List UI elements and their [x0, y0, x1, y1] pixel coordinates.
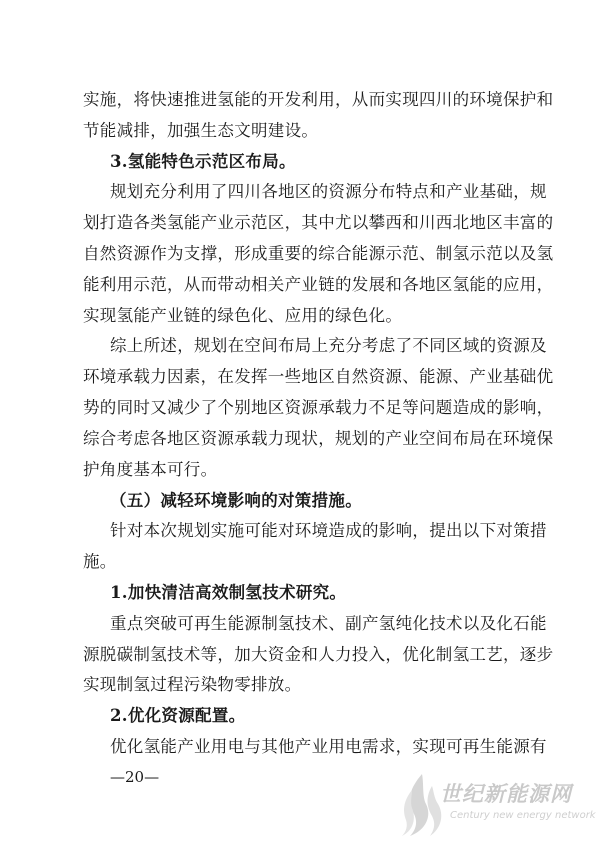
watermark-name: 世纪新能源网 [440, 782, 572, 806]
section-heading: 3.氢能特色示范区布局。 [110, 152, 296, 171]
watermark-logo [392, 770, 596, 840]
text-line: 实现氢能产业链的绿色化、应用的绿色化。 [83, 306, 403, 325]
text-line: 能利用示范，从而带动相关产业链的发展和各地区氢能的应用， [83, 275, 554, 294]
section-heading: 1.加快清洁高效制氢技术研究。 [110, 583, 347, 602]
text-line: 实施，将快速推进氢能的开发利用，从而实现四川的环境保护和 [83, 90, 554, 109]
section-heading: 2.优化资源配置。 [110, 706, 246, 725]
text-line: 自然资源作为支撑，形成重要的综合能源示范、制氢示范以及氢 [83, 244, 554, 263]
text-line: 重点突破可再生能源制氢技术、副产氢纯化技术以及化石能 [110, 614, 547, 633]
text-line: 施。 [83, 552, 117, 571]
text-line: 综上所述，规划在空间布局上充分考虑了不同区域的资源及 [110, 336, 547, 355]
text-line: 规划充分利用了四川各地区的资源分布特点和产业基础，规 [110, 182, 547, 201]
text-line: 势的同时又减少了个别地区资源承载力不足等问题造成的影响， [83, 398, 554, 417]
page-number: —20— [110, 768, 160, 786]
text-line: 综合考虑各地区资源承载力现状，规划的产业空间布局在环境保 [83, 429, 554, 448]
text-line: 实现制氢过程污染物零排放。 [83, 675, 302, 694]
text-line: 优化氢能产业用电与其他产业用电需求，实现可再生能源有 [110, 737, 547, 756]
text-line: 划打造各类氢能产业示范区，其中尤以攀西和川西北地区丰富的 [83, 213, 554, 232]
text-line: 针对本次规划实施可能对环境造成的影响，提出以下对策措 [110, 521, 547, 540]
text-line: 节能减排，加强生态文明建设。 [83, 121, 319, 140]
watermark-subtitle: Century new energy network [450, 810, 596, 821]
text-line: 环境承载力因素，在发挥一些地区自然资源、能源、产业基础优 [83, 367, 554, 386]
text-line: 护角度基本可行。 [83, 460, 218, 479]
section-heading: （五）减轻环境影响的对策措施。 [110, 491, 362, 510]
text-line: 源脱碳制氢技术等，加大资金和人力投入，优化制氢工艺，逐步 [83, 645, 554, 664]
